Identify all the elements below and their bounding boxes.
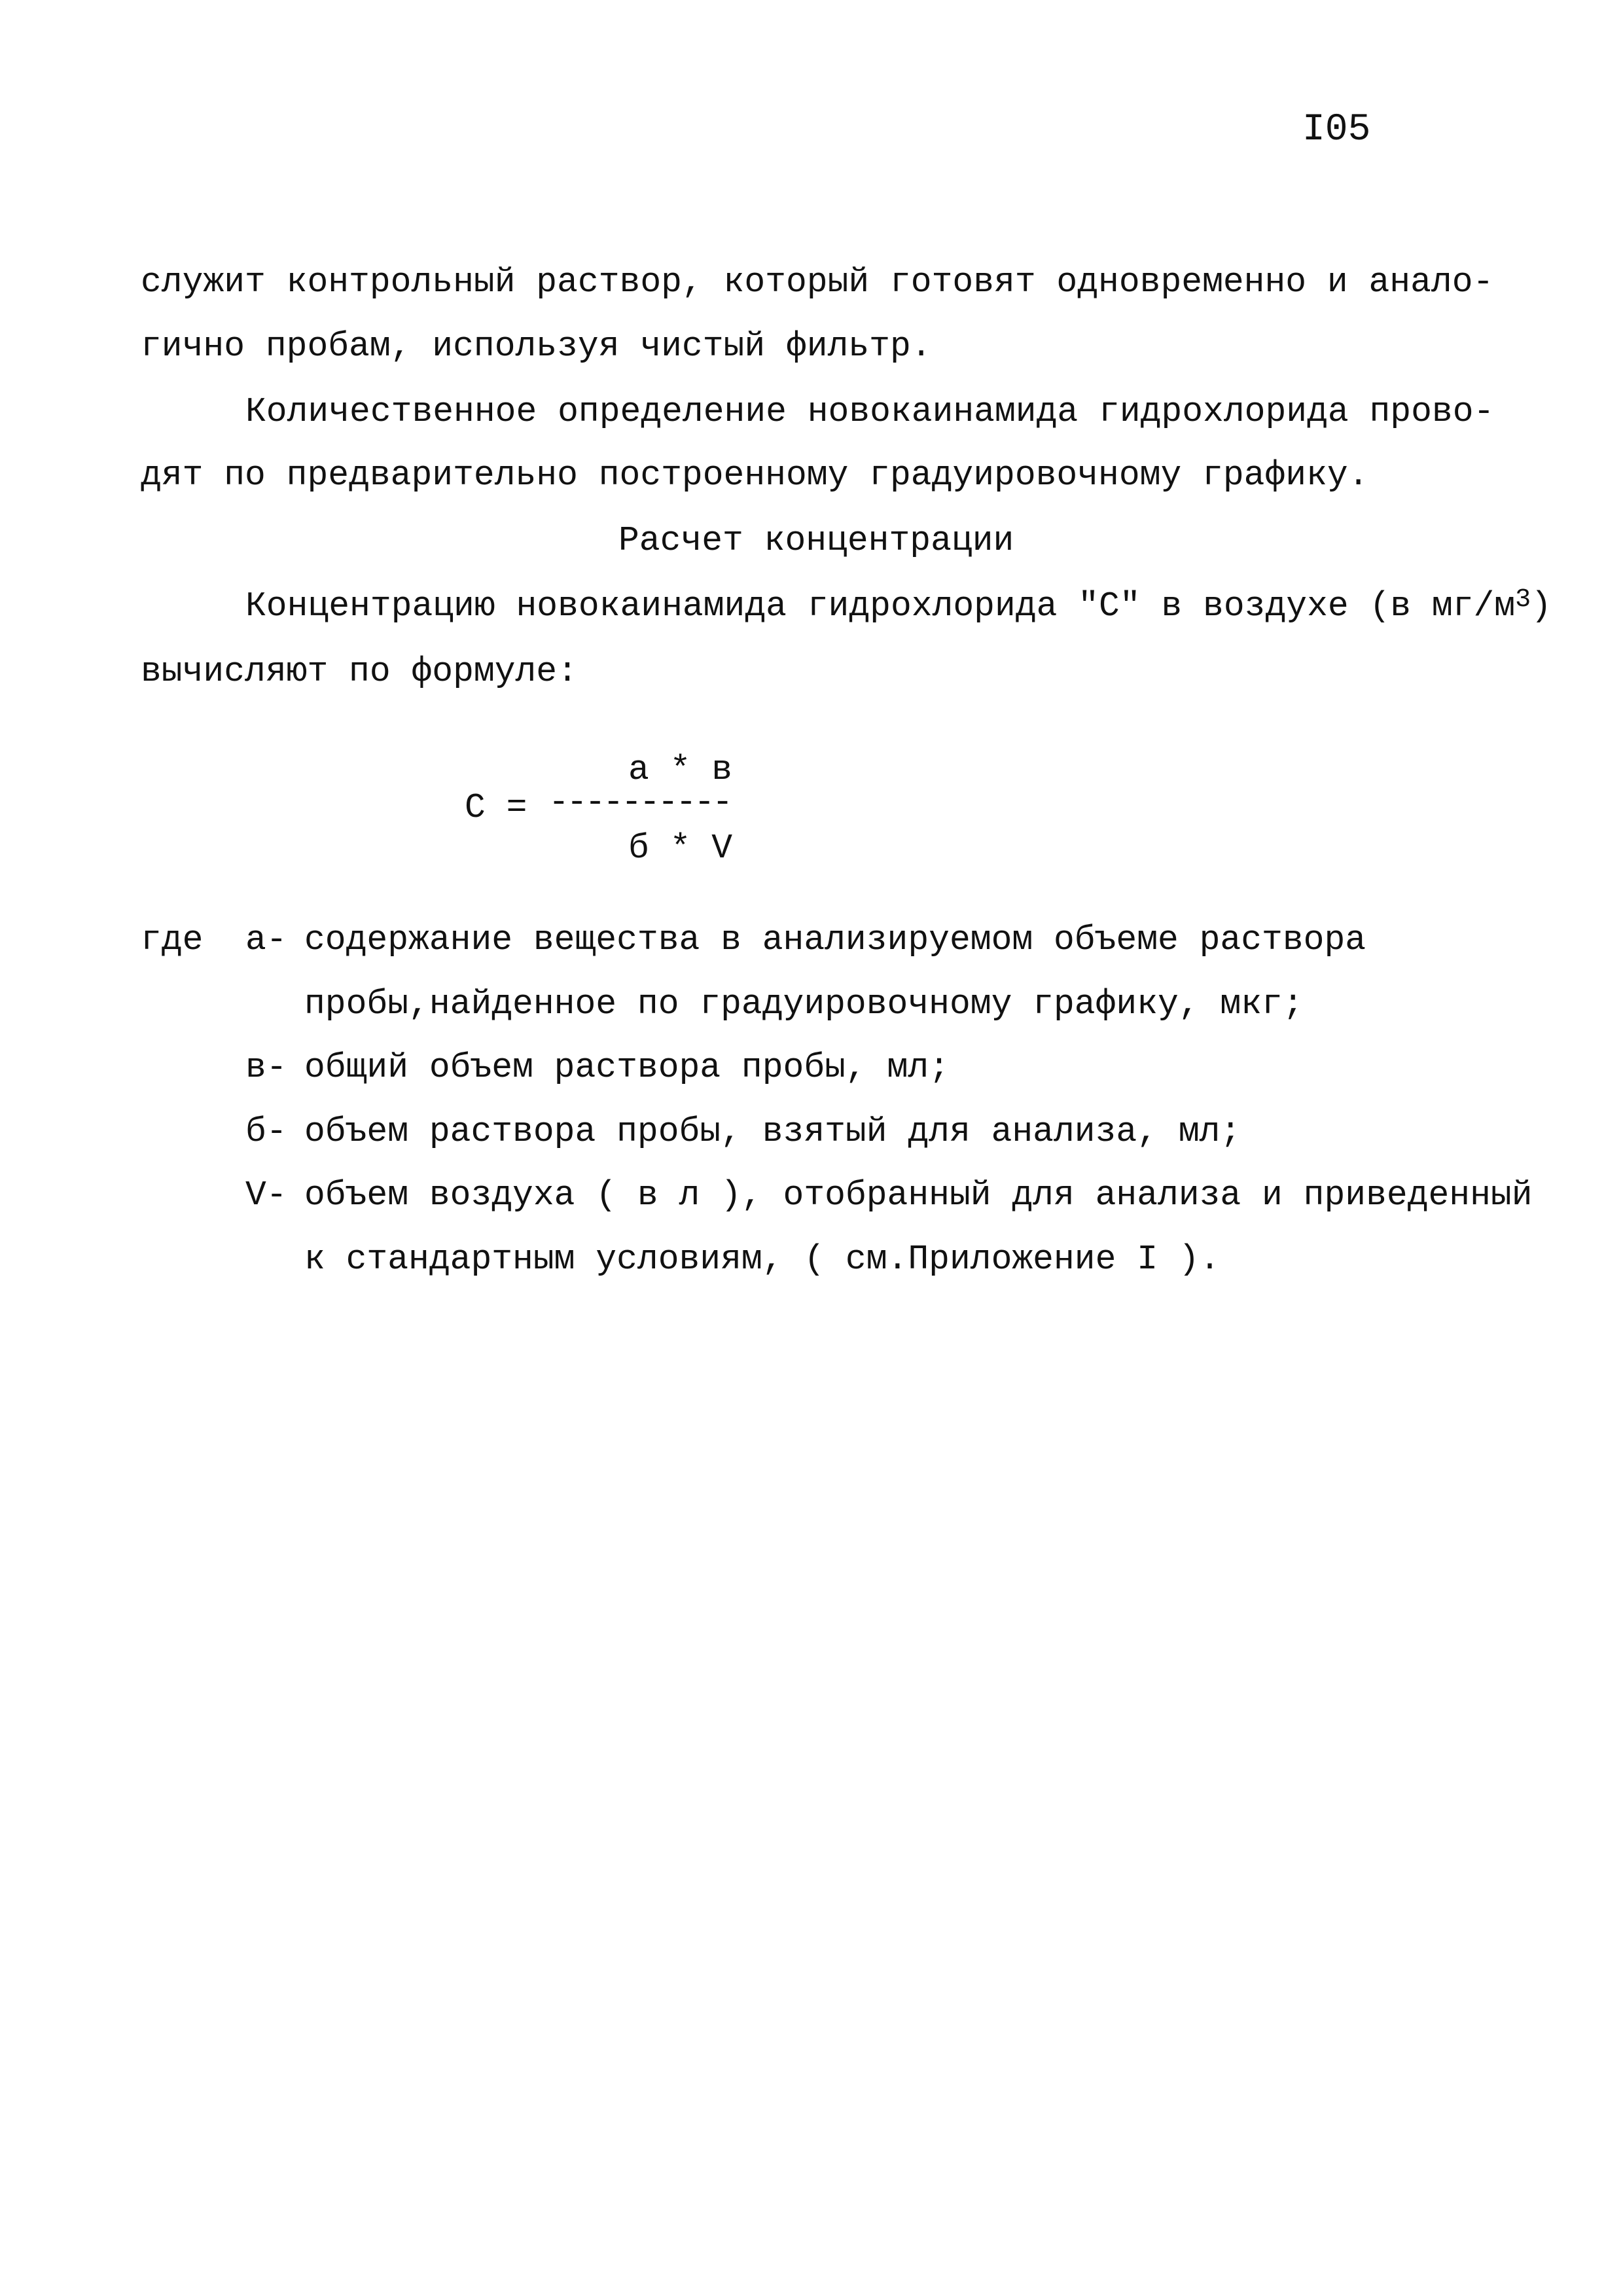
paragraph-1-line-2: гично пробам, используя чистый фильтр. [141,327,932,366]
paragraph-3-line-1-close: ) [1531,586,1552,626]
cubic-exponent: 3 [1515,585,1531,615]
definitions-lead: где [141,920,204,960]
paragraph-3-line-2: вычисляют по формуле: [141,652,578,691]
definition-symbol-volume: V- [245,1175,287,1215]
definition-v-line-1: общий объем раствора пробы, мл; [304,1048,950,1087]
definition-a-line-1: содержание вещества в анализируемом объеме раствора [304,920,1366,960]
paragraph-3-line-1 [245,585,1552,626]
paragraph-3-line-1-text: Концентрацию новокаинамида гидрохлорида "С" в воздухе (в мг/м [245,586,1516,626]
definition-symbol-a: а- [245,920,287,960]
definition-volume-line-1: объем воздуха ( в л ), отобранный для анализа и приведенный [304,1175,1533,1215]
page-number: I05 [1302,109,1371,151]
paragraph-2-line-1: Количественное определение новокаинамида гидрохлорида прово- [245,392,1495,431]
formula-numerator: а * в [628,750,733,789]
section-heading: Расчет концентрации [618,521,1014,560]
definition-b-line-1: объем раствора пробы, взятый для анализа, мл; [304,1112,1241,1151]
paragraph-1-line-1: служит контрольный раствор, который готовят одновременно и анало- [141,262,1494,302]
paragraph-2-line-2: дят по предварительно построенному градуировочному графику. [141,456,1369,495]
formula-denominator: б * V [628,829,733,868]
formula-fraction-bar: ---------- [548,783,731,822]
definition-volume-line-2: к стандартным условиям, ( см.Приложение I ). [304,1240,1221,1279]
formula-lhs: С = [465,788,527,827]
definition-a-line-2: пробы,найденное по градуировочному графику, мкг; [304,984,1304,1024]
definition-symbol-v: в- [245,1048,287,1087]
definition-symbol-b: б- [245,1112,287,1151]
